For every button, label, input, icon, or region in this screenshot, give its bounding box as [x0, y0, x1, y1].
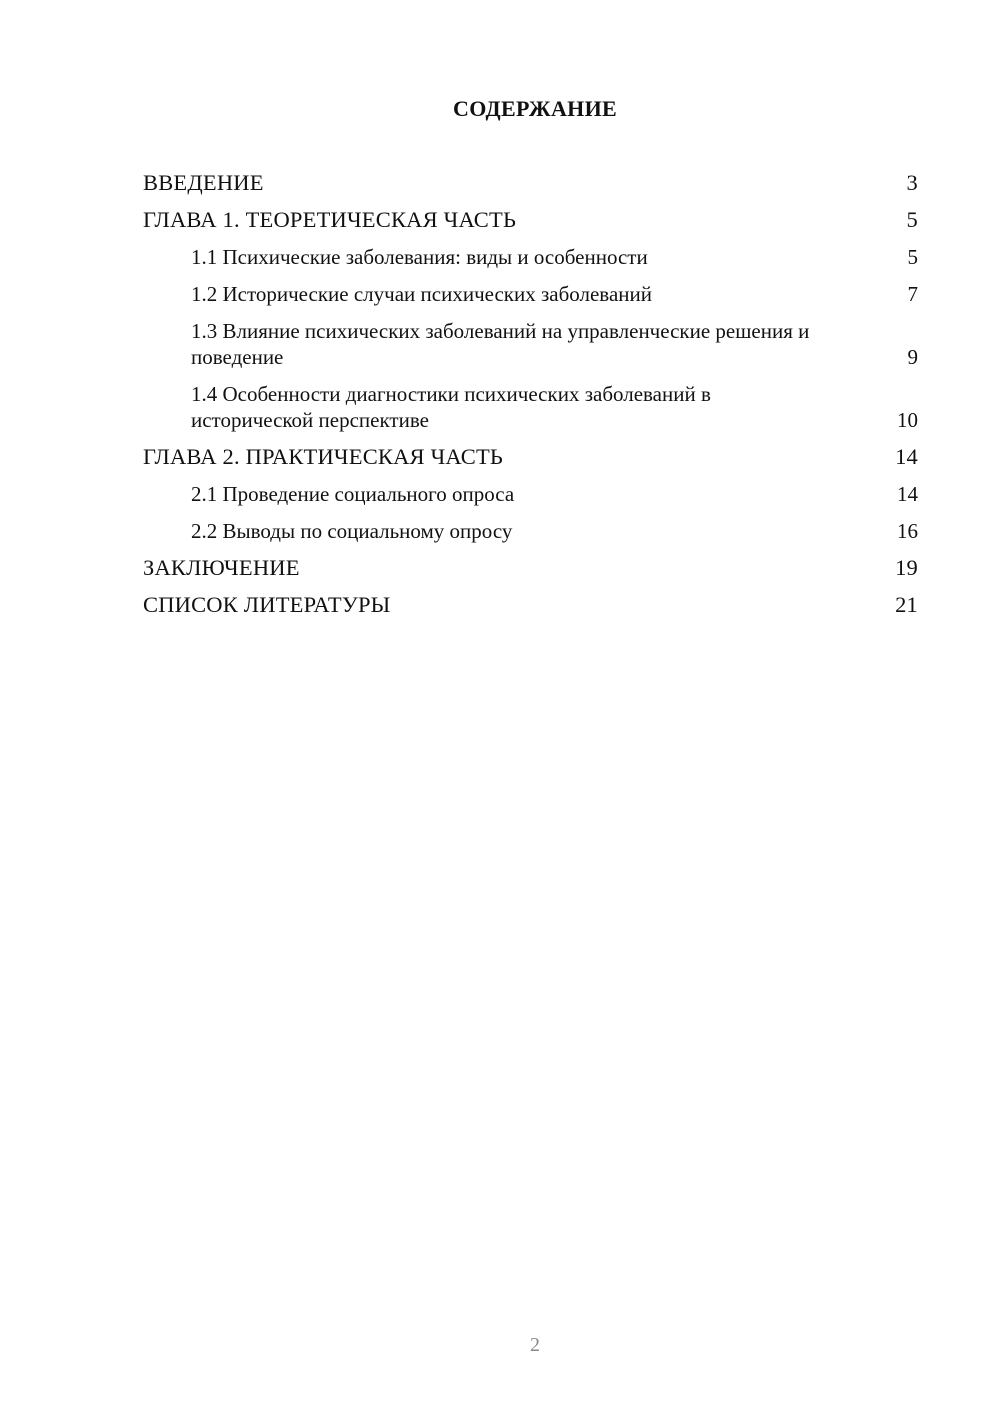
- toc-entry-page: 10: [897, 408, 918, 432]
- toc-entry-text: 2.1 Проведение социального опроса: [191, 482, 515, 506]
- toc-entry-page: 14: [897, 482, 918, 506]
- toc-entry-conclusion[interactable]: [143, 555, 918, 581]
- toc-entry-text: 1.3 Влияние психических заболеваний на управленческие решения и поведение: [191, 319, 810, 369]
- toc-entry-section-2-2[interactable]: [143, 518, 918, 544]
- toc-entry-chapter-1[interactable]: [143, 207, 918, 233]
- toc-entry-page: 19: [895, 555, 918, 580]
- toc-entry-references[interactable]: [143, 592, 918, 618]
- toc-entry-text: ЗАКЛЮЧЕНИЕ: [143, 555, 300, 580]
- toc-entry-page: 14: [895, 444, 918, 469]
- toc-entry-section-1-3[interactable]: [143, 318, 918, 370]
- toc-entry-text: 2.2 Выводы по социальному опросу: [191, 519, 513, 543]
- toc-entry-page: 3: [906, 170, 918, 195]
- toc-entry-chapter-2[interactable]: [143, 444, 918, 470]
- toc-entry-text: ВВЕДЕНИЕ: [143, 170, 264, 195]
- toc-entry-text: 1.4 Особенности диагностики психических заболеваний в исторической перспективе: [191, 382, 711, 432]
- toc-entry-page: 7: [907, 282, 918, 306]
- toc-entry-text: 1.2 Исторические случаи психических заболеваний: [191, 282, 652, 306]
- toc-entry-text: СПИСОК ЛИТЕРАТУРЫ: [143, 592, 391, 617]
- toc-entry-section-1-2[interactable]: [143, 281, 918, 307]
- toc-entry-page: 21: [895, 592, 918, 617]
- table-of-contents: [143, 170, 918, 629]
- page-number: 2: [530, 1334, 540, 1356]
- toc-entry-section-1-4[interactable]: [143, 381, 918, 433]
- toc-entry-text: ГЛАВА 2. ПРАКТИЧЕСКАЯ ЧАСТЬ: [143, 444, 504, 469]
- toc-entry-page: 5: [906, 207, 918, 232]
- toc-entry-text: ГЛАВА 1. ТЕОРЕТИЧЕСКАЯ ЧАСТЬ: [143, 207, 517, 232]
- toc-entry-page: 16: [897, 519, 918, 543]
- toc-entry-introduction[interactable]: [143, 170, 918, 196]
- toc-entry-section-2-1[interactable]: [143, 481, 918, 507]
- toc-entry-page: 5: [907, 245, 918, 269]
- toc-entry-section-1-1[interactable]: [143, 244, 918, 270]
- toc-entry-text: 1.1 Психические заболевания: виды и особенности: [191, 245, 648, 269]
- toc-entry-page: 9: [907, 345, 918, 369]
- page-title: СОДЕРЖАНИЕ: [453, 96, 617, 121]
